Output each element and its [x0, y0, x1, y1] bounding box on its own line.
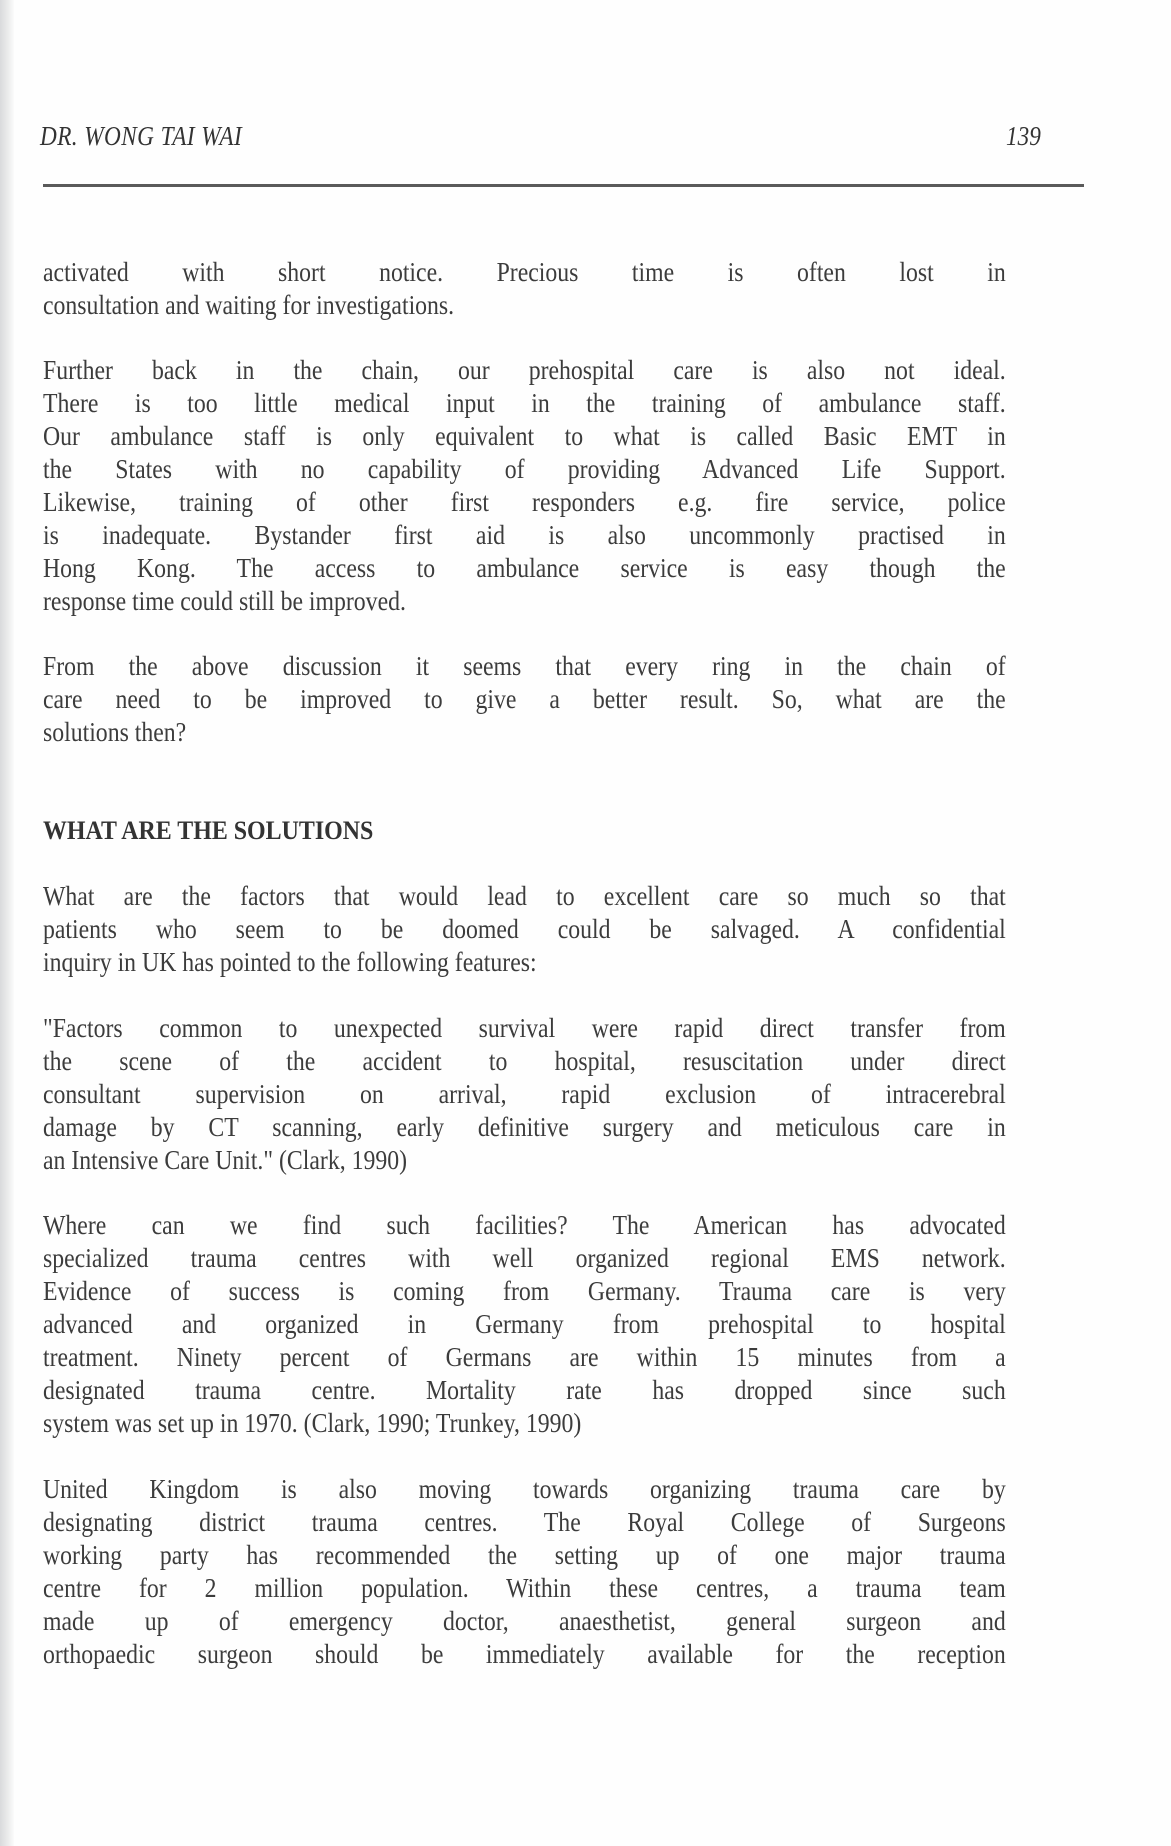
page-number: 139	[1006, 121, 1041, 151]
text-line: Where can we find such facilities? The American has advocated	[43, 1210, 1006, 1240]
text-line: an Intensive Care Unit." (Clark, 1990)	[43, 1145, 408, 1175]
text-line: solutions then?	[43, 717, 187, 747]
section-heading: WHAT ARE THE SOLUTIONS	[43, 816, 374, 845]
text-line: response time could still be improved.	[43, 586, 406, 616]
text-line: What are the factors that would lead to excellent care so much so that	[43, 881, 1006, 911]
text-line: care need to be improved to give a better result. So, what are the	[43, 684, 1006, 714]
text-line: United Kingdom is also moving towards organizing trauma care by	[43, 1474, 1006, 1504]
text-line: Our ambulance staff is only equivalent to what is called Basic EMT in	[43, 421, 1006, 451]
text-line: centre for 2 million population. Within these centres, a trauma team	[43, 1573, 1006, 1603]
text-line: designated trauma centre. Mortality rate has dropped since such	[43, 1375, 1006, 1405]
text-line: damage by CT scanning, early definitive surgery and meticulous care in	[43, 1112, 1006, 1142]
header-rule	[43, 184, 1084, 187]
text-line: working party has recommended the setting up of one major trauma	[43, 1540, 1006, 1570]
text-line: treatment. Ninety percent of Germans are within 15 minutes from a	[43, 1342, 1006, 1372]
text-line: Likewise, training of other first responders e.g. fire service, police	[43, 487, 1006, 517]
text-line: the scene of the accident to hospital, resuscitation under direct	[43, 1046, 1006, 1076]
text-line: consultant supervision on arrival, rapid exclusion of intracerebral	[43, 1079, 1006, 1109]
text-line: From the above discussion it seems that every ring in the chain of	[43, 651, 1006, 681]
text-line: made up of emergency doctor, anaesthetist, general surgeon and	[43, 1606, 1006, 1636]
text-line: advanced and organized in Germany from prehospital to hospital	[43, 1309, 1006, 1339]
text-line: patients who seem to be doomed could be salvaged. A confidential	[43, 914, 1006, 944]
text-line: There is too little medical input in the training of ambulance staff.	[43, 388, 1006, 418]
text-line: system was set up in 1970. (Clark, 1990; Trunkey, 1990)	[43, 1408, 582, 1438]
text-line: is inadequate. Bystander first aid is also uncommonly practised in	[43, 520, 1006, 550]
text-line: Further back in the chain, our prehospital care is also not ideal.	[43, 355, 1006, 385]
text-line: orthopaedic surgeon should be immediately available for the reception	[43, 1639, 1006, 1669]
text-line: activated with short notice. Precious time is often lost in	[43, 257, 1006, 287]
running-title: DR. WONG TAI WAI	[40, 121, 243, 151]
text-line: "Factors common to unexpected survival were rapid direct transfer from	[43, 1013, 1006, 1043]
text-line: the States with no capability of providing Advanced Life Support.	[43, 454, 1006, 484]
text-line: consultation and waiting for investigations.	[43, 290, 455, 320]
text-line: specialized trauma centres with well organized regional EMS network.	[43, 1243, 1006, 1273]
text-line: Evidence of success is coming from Germany. Trauma care is very	[43, 1276, 1006, 1306]
text-line: Hong Kong. The access to ambulance service is easy though the	[43, 553, 1006, 583]
text-line: inquiry in UK has pointed to the following features:	[43, 947, 537, 977]
text-line: designating district trauma centres. The Royal College of Surgeons	[43, 1507, 1006, 1537]
page-edge-shadow	[0, 0, 14, 1846]
